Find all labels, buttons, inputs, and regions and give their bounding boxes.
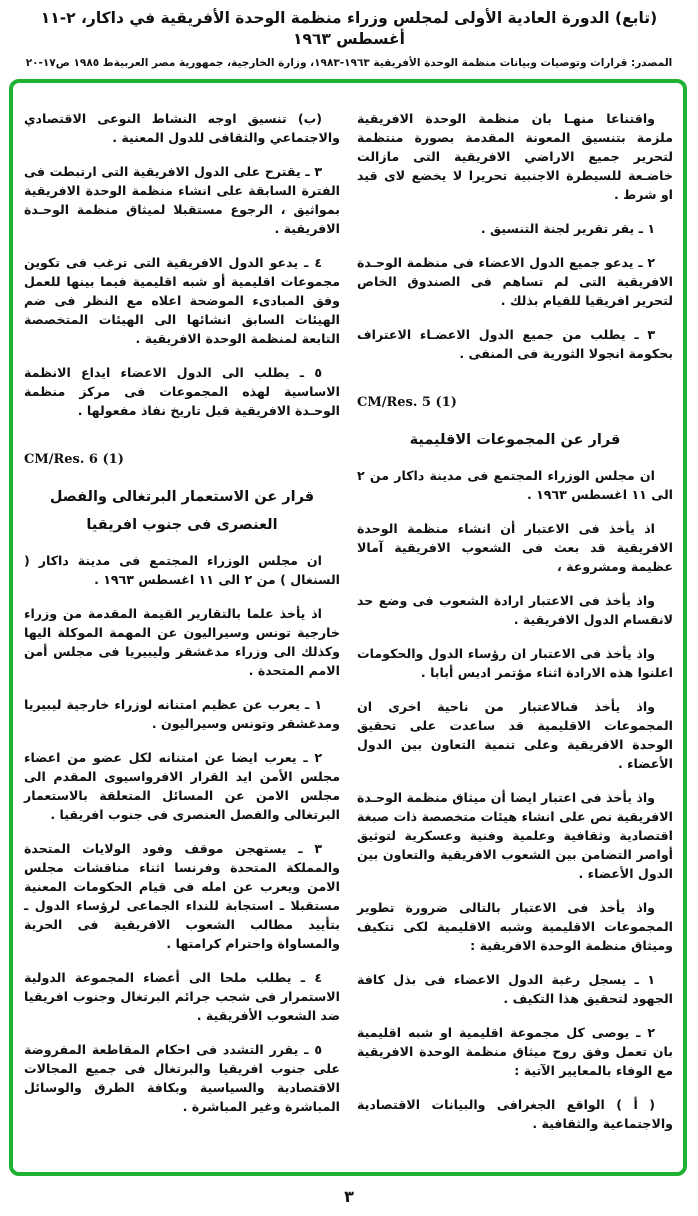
paragraph: اذ يأخذ علما بالتقارير القيمة المقدمة من وزراء خارجية تونس وسيراليون عن المهمة الموكلة اليها وكذلك الى وزراء مدغشقر وليبيريا فى مجلس أمن الامم المتحدة . [24, 606, 340, 678]
resolution-title: قرار عن الاستعمار البرتغالى والفصل العنصرى فى جنوب افريقيا [49, 489, 315, 533]
paragraph: ٣ ـ يستهجن موقف وفود الولايات المتحدة والمملكة المتحدة وفرنسا اثناء مناقشات مجلس الامن ويعرب عن امله فى قيام الحكومات المعنية مستقبلا ـ استجابة للنداء الجماعى لرؤساء الدول ـ بتأييد مطالب الشعوب الافريقية فى الحرية والمساواة واحترام كرامتها . [24, 841, 340, 951]
paragraph: ٤ ـ يطلب ملحا الى أعضاء المجموعة الدولية الاستمرار فى شجب جرائم البرتغال وجنوب افريقيا ضد الشعوب الأفريقية . [24, 970, 340, 1023]
paragraph: ٣ ـ يقترح على الدول الافريقية التى ارتبطت فى الفترة السابقة على انشاء منظمة الوحدة الافريقية بمواثيق ، الرجوع مستقبلا لميثاق منظمة الوحـدة الافريقية . [24, 164, 340, 236]
paragraph: ٢ ـ يعرب ايضا عن امتنانه لكل عضو من اعضاء مجلس الأمن ايد القرار الافرواسيوى المقدم الى مجلس الامن عن المسائل المتعلقة بالاستعمار البرتغالى والفصل العنصرى فى جنوب افريقيا . [24, 750, 340, 822]
paragraph: ( أ ) الواقع الجغرافى والبيانات الاقتصادية والاجتماعية والثقافية . [357, 1097, 673, 1131]
paragraph: واذ يأخذ فى الاعتبار بالتالى ضرورة تطوير المجموعات الاقليمية وشبه الاقليمية لكى تتكيف وميثاق منظمة الوحدة الافريقية : [357, 900, 673, 953]
green-page-frame [9, 79, 687, 1176]
paragraph: واذ يأخذ فى الاعتبار ان رؤساء الدول والحكومات اعلنوا هذه الارادة اثناء مؤتمر اديس أبابا . [357, 646, 673, 680]
page-number: ٣ [344, 1187, 354, 1206]
resolution-title: قرار عن المجموعات الاقليمية [409, 432, 621, 448]
paragraph: ١ ـ يسجل رغبة الدول الاعضاء فى بذل كافة الجهود لتحقيق هذا التكيف . [357, 972, 673, 1006]
paragraph: واقتناعا منهـا بان منظمة الوحدة الافريقية ملزمة بتنسيق المعونة المقدمة بصورة منتظمة لتحرير جميع الاراضي الافريقية التى مازالت خاضـعة للسيطرة الاجنبية تحريرا لا يخضع لاى قيد او شرط . [357, 111, 673, 202]
paragraph: ٢ ـ يدعو جميع الدول الاعضاء فى منظمة الوحـدة الافريقية التى لم تساهم فى الصندوق الخاص لتحرير افريقيا للقيام بذلك . [357, 255, 673, 308]
paragraph: واذ يأخذ فى الاعتبار ارادة الشعوب فى وضع حد لانقسام الدول الافريقية . [357, 593, 673, 627]
source-citation: المصدر: قرارات وتوصيات وبيانات منظمة الوحدة الأفريقية ١٩٦٣-١٩٨٣، وزارة الخارجية، جمهورية مصر العربيةط ١٩٨٥ ص١٧-٢٠ [25, 57, 673, 69]
document-title: (تابع) الدورة العادية الأولى لمجلس وزراء منظمة الوحدة الأفريقية في داكار، ٢-١١ أغسطس ١٩٦٣ [40, 9, 658, 48]
paragraph: واذ يأخذ فى اعتبار ايضا أن ميثاق منظمة الوحـدة الافريقية نص على انشاء هيئات متخصصة ذات صبغة اقتصادية وثقافية وعلمية وفنية وعسكرية لتوثيق أواصر التضامن بين الشعوب الافريقية والتعاون بين الدول الأعضاء . [357, 790, 673, 881]
paragraph: ٢ ـ يوصى كل مجموعة اقليمية او شبه اقليمية بان تعمل وفق روح ميثاق منظمة الوحدة الافريقية مع الوفاء بالمعايير الآتية : [357, 1025, 673, 1078]
paragraph: ٥ ـ يطلب الى الدول الاعضاء ايداع الانظمة الاساسية لهذه المجموعات فى مركز منظمة الوحـدة الافريقية قبل تاريخ نفاذ مفعولها . [24, 365, 340, 418]
paragraph: ١ ـ يقر تقرير لجنة التنسيق . [480, 221, 655, 236]
paragraph: ٤ ـ يدعو الدول الافريقية التى ترغب فى تكوين مجموعات اقليمية أو شبه اقليمية فيما بينها للعمل وفق المبادىء الموضحة اعلاه مع النظر فى ضم الهيئات السابق انشائها الى الهيئات المتخصصة التابعة لمنظمة الوحدة الافريقية . [24, 255, 340, 346]
paragraph: (ب) تنسيق اوجه النشاط النوعى الاقتصادي والاجتماعي والثقافى للدول المعنية . [24, 111, 340, 145]
paragraph: ٣ ـ يطلب من جميع الدول الاعضـاء الاعتراف بحكومة انجولا الثورية فى المنفى . [357, 327, 673, 361]
resolution-reference: CM/Res. 6 (1) [24, 452, 124, 467]
left-text-column [24, 109, 340, 1131]
paragraph: ان مجلس الوزراء المجتمع فى مدينة داكار من ٢ الى ١١ اغسطس ١٩٦٣ . [357, 468, 673, 502]
document-header [0, 0, 698, 71]
paragraph: ان مجلس الوزراء المجتمع فى مدينة داكار ( السنغال ) من ٢ الى ١١ اغسطس ١٩٦٣ . [24, 553, 340, 587]
resolution-reference: CM/Res. 5 (1) [357, 395, 457, 410]
paragraph: ٥ ـ يقرر التشدد فى احكام المقاطعة المفروضة على جنوب افريقيا والبرتغال فى جميع المجالات الاقتصادية والسياسية وبكافة الطرق والوسائل المباشرة وغير المباشرة . [24, 1042, 340, 1114]
paragraph: ١ ـ يعرب عن عظيم امتنانه لوزراء خارجية ليبيريا ومدغشقر وتونس وسيراليون . [24, 697, 340, 731]
paragraph: اذ يأخذ فى الاعتبار أن انشاء منظمة الوحدة الافريقية قد بعث فى الشعوب الافريقية آمالا عظيمة ومشروعة ، [357, 521, 673, 574]
right-text-column [357, 109, 673, 1148]
paragraph: واذ يأخذ فىالاعتبار من ناحية اخرى ان المجموعات الاقليمية قد ساعدت على تحقيق الوحدة الافريقية وعلى تنمية التعاون بين الدول الأعضاء . [357, 699, 673, 771]
